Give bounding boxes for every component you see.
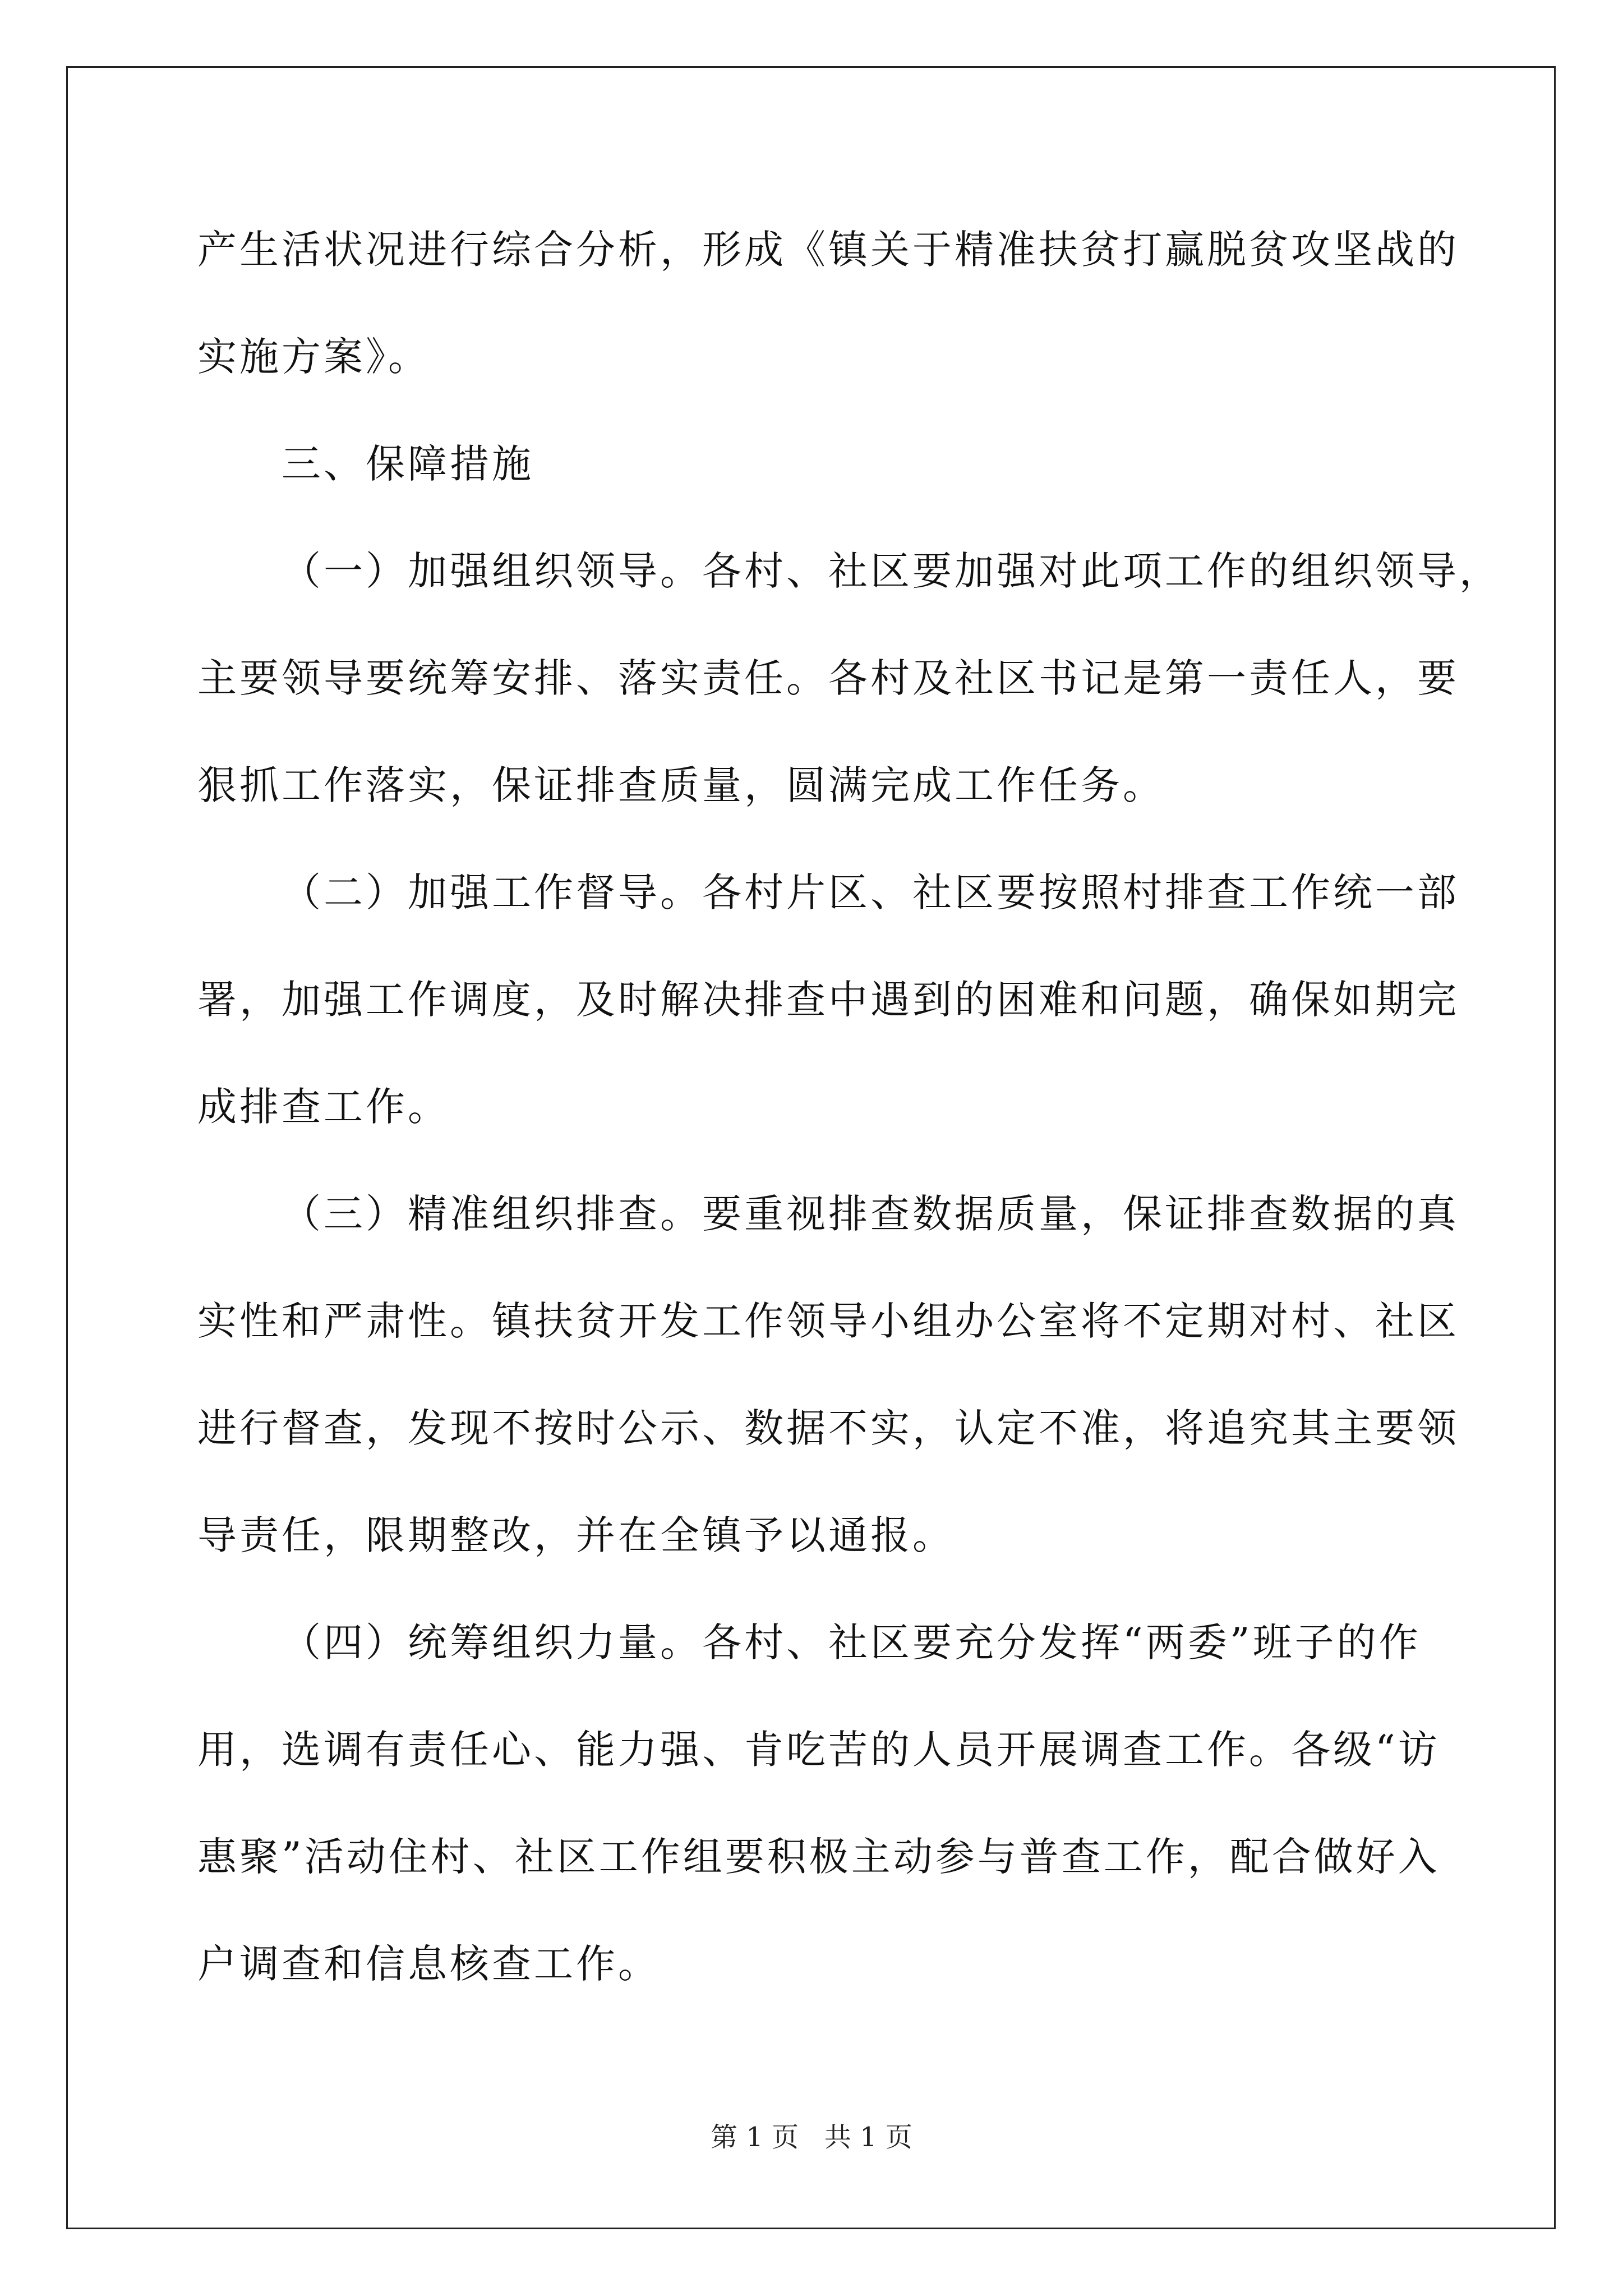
text-line: 惠聚”活动住村、社区工作组要积极主动参与普查工作，配合做好入	[197, 1834, 1440, 1880]
text-line: 产生活状况进行综合分析，形成《镇关于精准扶贫打赢脱贫攻坚战的	[197, 227, 1459, 273]
section-heading: 三、保障措施	[282, 441, 534, 487]
text-line: 实性和严肃性。镇扶贫开发工作领导小组办公室将不定期对村、社区	[197, 1298, 1459, 1344]
text-line: 进行督查，发现不按时公示、数据不实，认定不准，将追究其主要领	[197, 1405, 1459, 1451]
text-line: （二）加强工作督导。各村片区、社区要按照村排查工作统一部	[282, 869, 1459, 915]
text-line: 狠抓工作落实，保证排查质量，圆满完成工作任务。	[197, 762, 1165, 808]
text-line: 成排查工作。	[197, 1084, 450, 1130]
text-line: 署，加强工作调度，及时解决排查中遇到的困难和问题，确保如期完	[197, 977, 1459, 1023]
text-line: 户调查和信息核查工作。	[197, 1941, 660, 1987]
text-line: 用，选调有责任心、能力强、肯吃苦的人员开展调查工作。各级“访	[197, 1727, 1440, 1773]
text-line: 实施方案》。	[197, 334, 430, 380]
text-line: 导责任，限期整改，并在全镇予以通报。	[197, 1512, 955, 1558]
page-number: 第 1 页 共 1 页	[711, 2122, 912, 2153]
text-line: （一）加强组织领导。各村、社区要加强对此项工作的组织领导，	[282, 548, 1501, 594]
text-line: （四）统筹组织力量。各村、社区要充分发挥“两委”班子的作	[282, 1619, 1421, 1665]
text-line: 主要领导要统筹安排、落实责任。各村及社区书记是第一责任人，要	[197, 655, 1459, 701]
text-line: （三）精准组织排查。要重视排查数据质量，保证排查数据的真	[282, 1191, 1459, 1237]
document-body	[197, 196, 1501, 2018]
